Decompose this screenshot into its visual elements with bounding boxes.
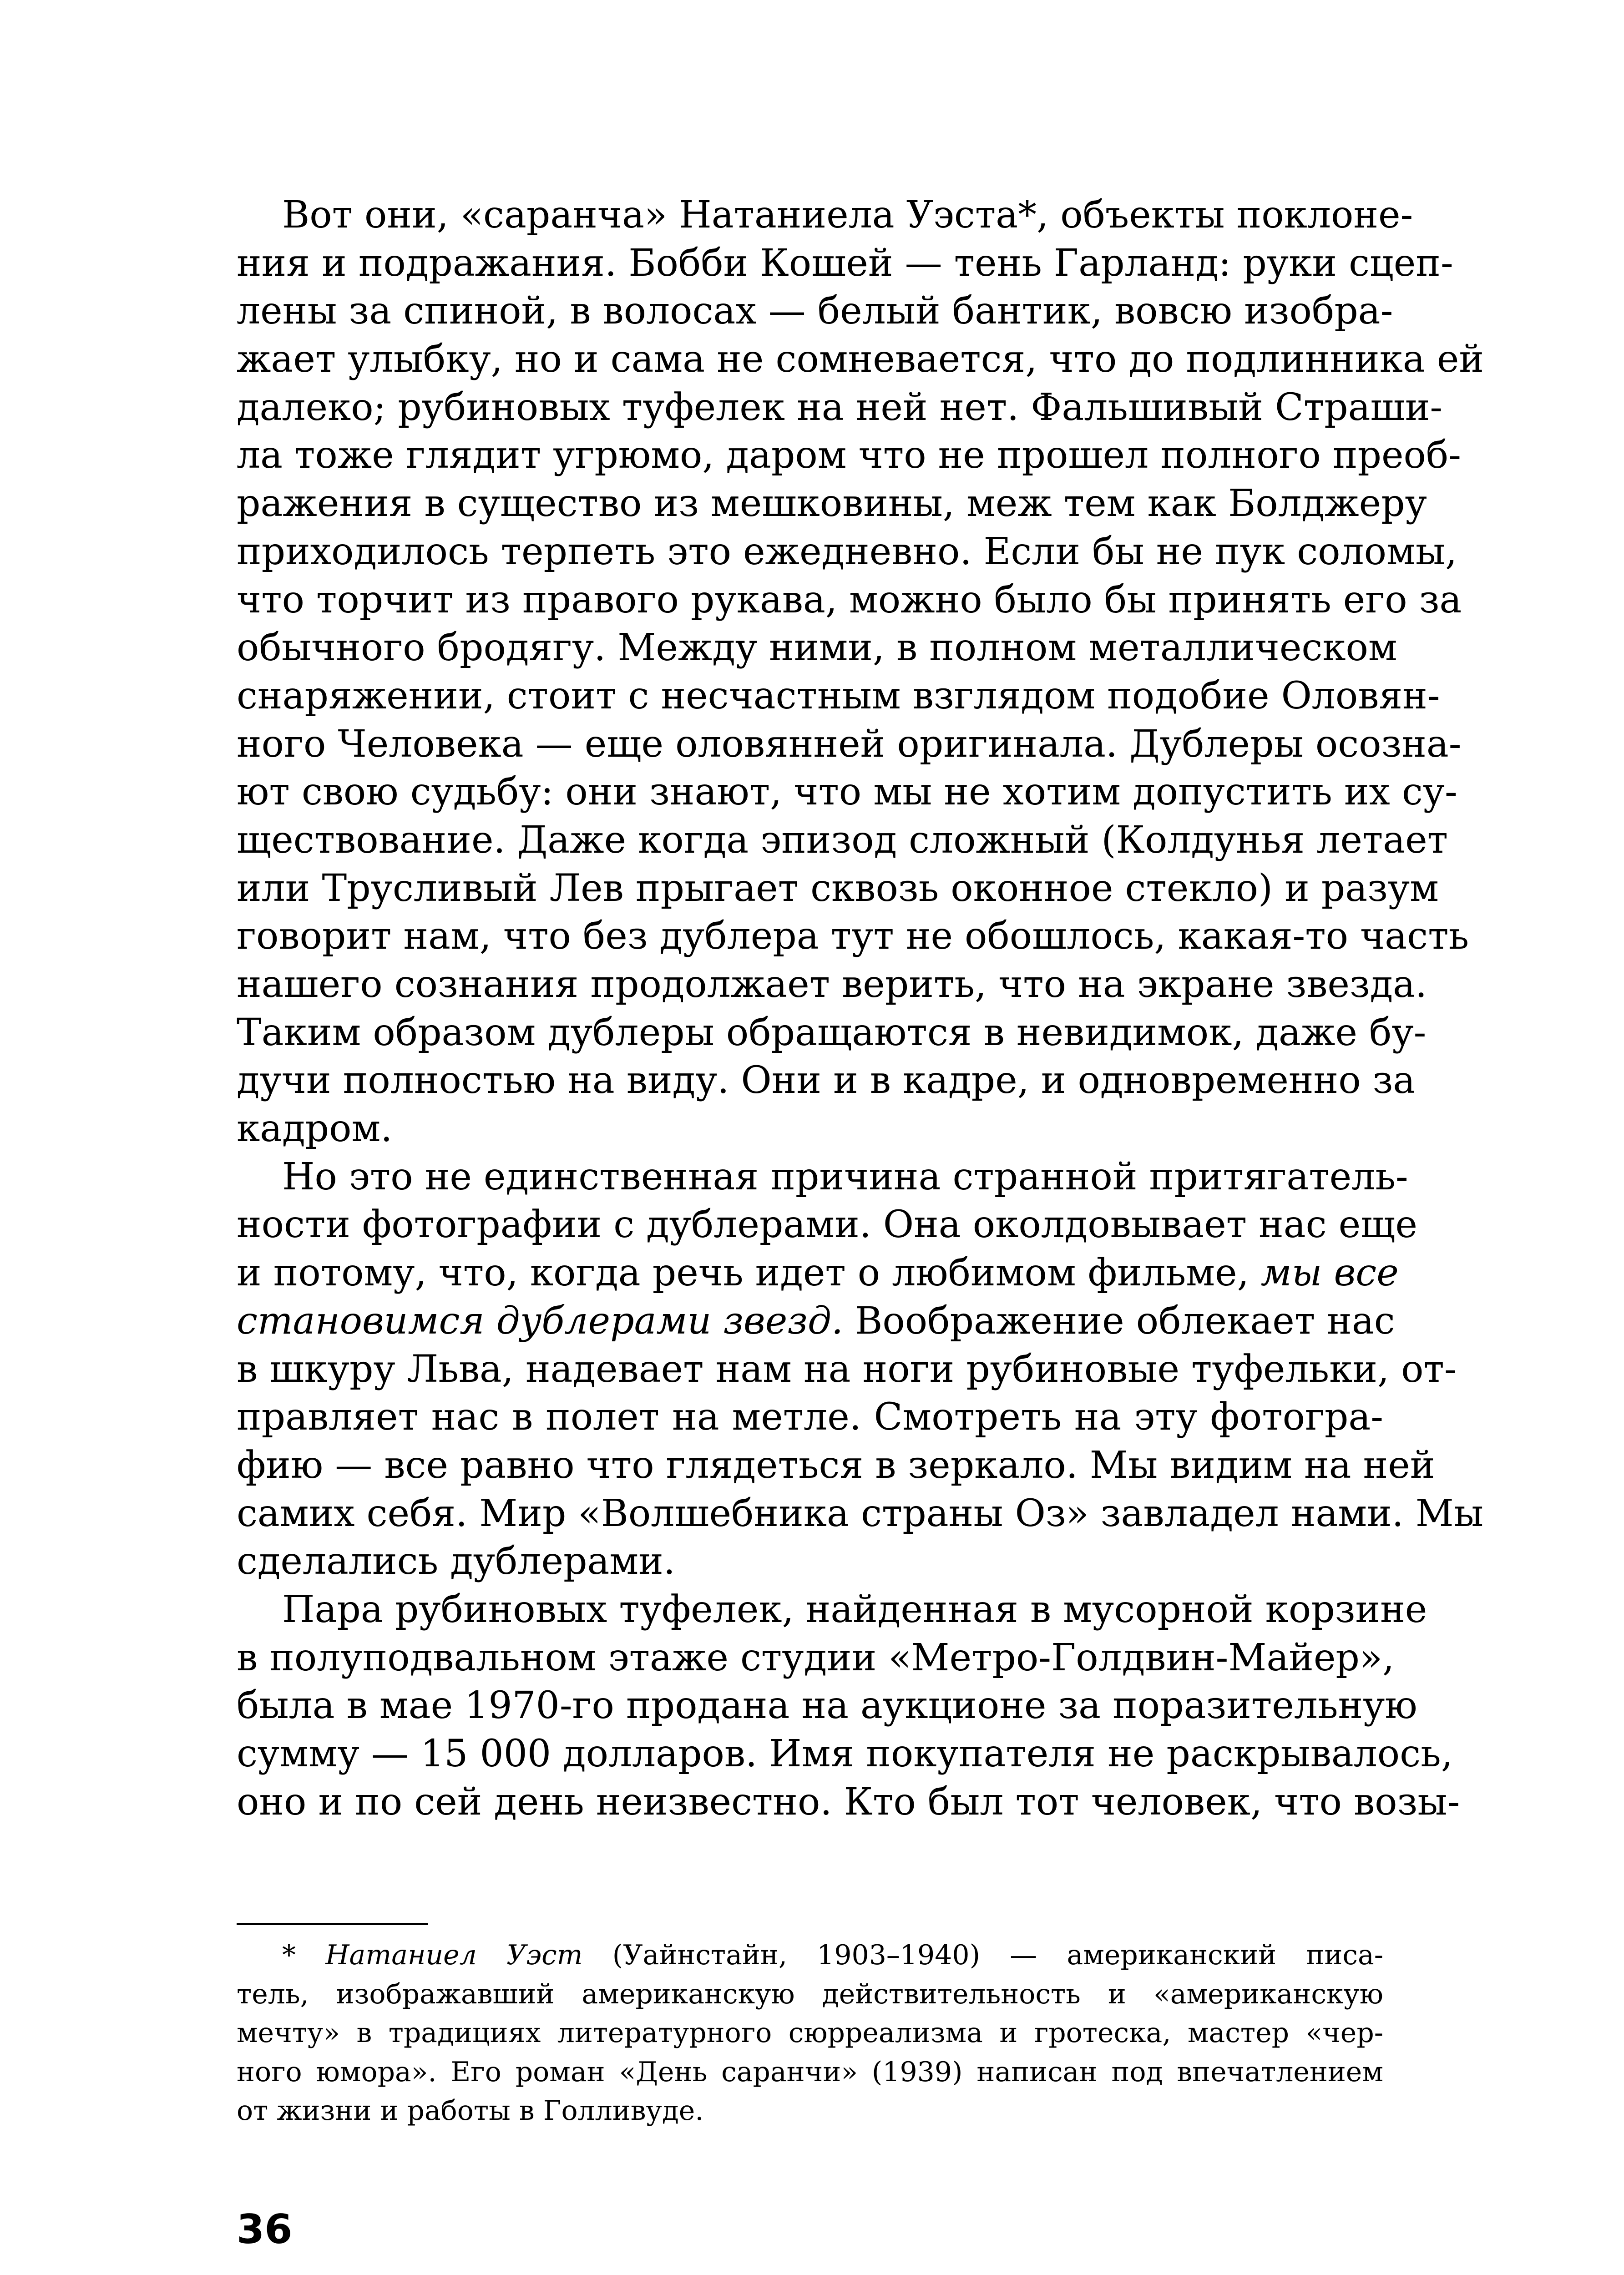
body-line: была в мае 1970-го продана на аукционе за поразительную — [237, 1684, 1417, 1728]
body-line: оно и по сей день неизвестно. Кто был тот человек, что возы- — [237, 1780, 1460, 1824]
body-line: Пара рубиновых туфелек, найденная в мусорной корзине — [282, 1587, 1427, 1631]
body-line: Таким образом дублеры обращаются в невидимок, даже бу- — [237, 1011, 1427, 1054]
body-line: снаряжении, стоит с несчастным взглядом подобие Оловян- — [237, 674, 1440, 718]
page-number: 36 — [237, 2206, 293, 2253]
body-line — [237, 1249, 1399, 1297]
footnote-line: от жизни и работы в Голливуде. — [237, 2095, 704, 2127]
body-line: ния и подражания. Бобби Кошей — тень Гарланд: руки сцеп- — [237, 241, 1453, 285]
footnote-text-run: (Уайнстайн, 1903–1940) — американский писа- — [582, 1939, 1384, 1971]
body-line: приходилось терпеть это ежедневно. Если бы не пук соломы, — [237, 530, 1457, 573]
body-line: Но это не единственная причина странной притягатель- — [282, 1155, 1408, 1198]
body-italic-run: мы все — [1260, 1251, 1399, 1295]
body-line: ют свою судьбу: они знают, что мы не хотим допустить их су- — [237, 770, 1457, 814]
body-line: в шкуру Льва, надевает нам на ноги рубиновые туфельки, от- — [237, 1347, 1457, 1391]
body-line: лены за спиной, в волосах — белый бантик, вовсю изобра- — [237, 289, 1393, 333]
body-line: сделались дублерами. — [237, 1540, 675, 1583]
footnote-line: мечту» в традициях литературного сюрреализма и гротеска, мастер «чер- — [237, 2017, 1383, 2049]
body-line: самих себя. Мир «Волшебника страны Оз» завладел нами. Мы — [237, 1491, 1484, 1535]
body-line: ществование. Даже когда эпизод сложный (Колдунья летает — [237, 818, 1448, 862]
body-line: сумму — 15 000 долларов. Имя покупателя не раскрывалось, — [237, 1732, 1453, 1775]
footnote — [237, 1936, 1383, 2131]
body-line: в полуподвальном этаже студии «Метро-Голдвин-Майер», — [237, 1636, 1395, 1679]
footnote-line: тель, изображавший американскую действительность и «американскую — [237, 1978, 1383, 2010]
body-line: фию — все равно что глядеться в зеркало. Мы видим на ней — [237, 1443, 1435, 1487]
body-italic-run: становимся дублерами звезд. — [237, 1299, 844, 1343]
footnote-text-run: * — [282, 1939, 326, 1971]
body-line: обычного бродягу. Между ними, в полном металлическом — [237, 626, 1397, 670]
body-line: правляет нас в полет на метле. Смотреть на эту фотогра- — [237, 1395, 1383, 1439]
body-line: ности фотографии с дублерами. Она околдовывает нас еще — [237, 1203, 1417, 1247]
body-line — [237, 1297, 1395, 1345]
body-line: кадром. — [237, 1107, 393, 1151]
body-line: жает улыбку, но и сама не сомневается, что до подлинника ей — [237, 338, 1484, 381]
body-line: Вот они, «саранча» Натаниела Уэста*, объекты поклоне- — [282, 193, 1413, 237]
body-text — [237, 191, 1484, 1826]
footnote-divider — [237, 1923, 428, 1925]
body-text-run: Воображение облекает нас — [843, 1299, 1395, 1343]
body-line: говорит нам, что без дублера тут не обошлось, какая-то часть — [237, 915, 1469, 958]
body-line: ражения в существо из мешковины, меж тем как Болджеру — [237, 482, 1427, 526]
body-line: ного Человека — еще оловянней оригинала. Дублеры осозна- — [237, 722, 1462, 766]
body-line: что торчит из правого рукава, можно было бы принять его за — [237, 578, 1462, 622]
body-line: ла тоже глядит угрюмо, даром что не прошел полного преоб- — [237, 434, 1461, 477]
body-line: дучи полностью на виду. Они и в кадре, и одновременно за — [237, 1059, 1416, 1102]
footnote-line: ного юмора». Его роман «День саранчи» (1939) написан под впечатлением — [237, 2056, 1383, 2088]
footnote-line — [237, 1936, 1383, 1975]
body-line: или Трусливый Лев прыгает сквозь оконное стекло) и разум — [237, 866, 1439, 910]
body-line: далеко; рубиновых туфелек на ней нет. Фальшивый Страши- — [237, 385, 1443, 429]
body-text-run: и потому, что, когда речь идет о любимом фильме, — [237, 1251, 1261, 1295]
body-line: нашего сознания продолжает верить, что на экране звезда. — [237, 963, 1427, 1006]
footnote-italic-run: Натаниел Уэст — [325, 1939, 583, 1971]
